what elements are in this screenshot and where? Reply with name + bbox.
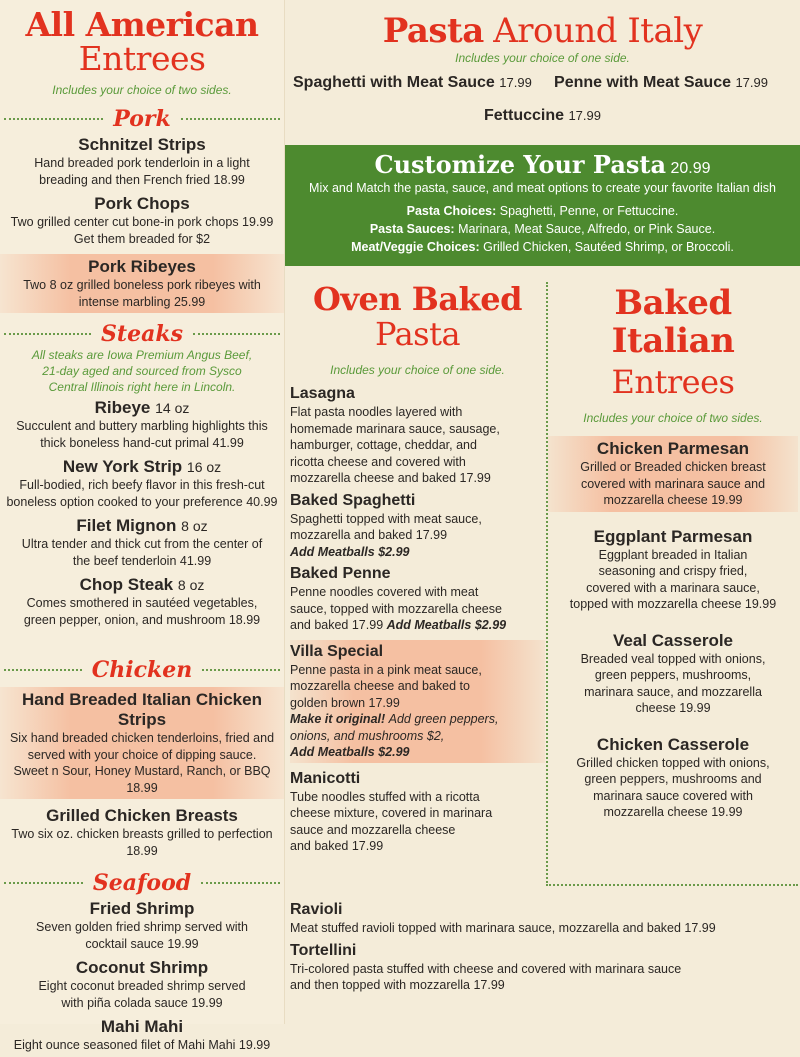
menu-item <box>0 572 284 631</box>
item-name-text: Fried Shrimp <box>89 899 195 918</box>
section-note: Includes your choice of one side. <box>455 51 630 65</box>
divider-dots <box>4 882 83 884</box>
item-name <box>0 575 284 595</box>
section-title: Oven Baked <box>313 280 522 318</box>
item-description: Succulent and buttery marbling highlights this <box>16 419 268 433</box>
pasta-choice <box>285 220 800 238</box>
item-name-text: Tortellini <box>290 941 357 959</box>
item-description <box>290 711 545 728</box>
item-description: and then topped with mozzarella 17.99 <box>290 978 505 992</box>
item-description: sauce, topped with mozzarella cheese <box>290 601 502 616</box>
item-description: Meat stuffed ravioli topped with marinara sauce, mozzarella and baked 17.99 <box>290 921 716 935</box>
item-size: 8 oz <box>177 577 205 593</box>
menu-item <box>0 955 284 1014</box>
item-name-text: Baked Spaghetti <box>290 491 416 509</box>
banner-price: 20.99 <box>670 160 711 177</box>
item-description: thick boneless hand-cut primal 41.99 <box>40 435 244 450</box>
item-description: mozzarella cheese and baked 17.99 <box>290 471 491 485</box>
item-description: boneless option cooked to your preference 40.99 <box>6 494 278 509</box>
section-header-text: Seafood <box>92 870 192 896</box>
item-name-text: Grilled Chicken Breasts <box>46 806 238 825</box>
menu-item <box>0 513 284 572</box>
item-name-text: Manicotti <box>290 769 361 787</box>
pasta-choice <box>285 238 800 256</box>
menu-item <box>548 436 798 512</box>
item-description: Penne pasta in a pink meat sauce, <box>290 662 482 677</box>
item-name-text: Veal Casserole <box>612 630 734 650</box>
item-name <box>0 398 284 418</box>
item-name-text: Lasagna <box>290 385 355 402</box>
item-name-text: Chop Steak <box>79 575 174 594</box>
section-note: Includes your choice of one side. <box>330 363 505 377</box>
pasta-choice <box>285 202 800 220</box>
item-description: seasoning and crispy fried, <box>598 564 748 578</box>
desc-emphasis: Add Meatballs $2.99 <box>386 618 507 632</box>
item-description: mozzarella cheese 19.99 <box>603 805 743 819</box>
menu-item <box>0 803 284 862</box>
item-description: green peppers, mushrooms and <box>584 772 762 786</box>
section-title: Entrees <box>611 363 735 401</box>
item-name <box>290 491 545 511</box>
desc-emphasis: Add Meatballs $2.99 <box>290 544 410 559</box>
item-name <box>290 769 545 789</box>
item-name-text: Eggplant Parmesan <box>593 526 753 546</box>
item-name <box>548 439 798 459</box>
item-name <box>290 642 545 662</box>
item-description: Tube noodles stuffed with a ricotta <box>290 789 480 804</box>
item-name <box>548 631 798 651</box>
section-title: Baked <box>614 283 732 323</box>
item-description: topped with mozzarella cheese 19.99 <box>569 597 777 611</box>
section-header-text: Pork <box>113 106 171 132</box>
menu-item <box>0 1014 284 1057</box>
item-size: 8 oz <box>181 518 208 534</box>
menu-item <box>0 132 284 191</box>
item-name-text: Coconut Shrimp <box>75 958 209 977</box>
item-description <box>290 728 545 745</box>
section-note: Includes your choice of two sides. <box>52 83 232 97</box>
item-description: Get them breaded for $2 <box>73 231 211 246</box>
choice-label: Meat/Veggie Choices: <box>351 240 480 254</box>
item-name-text: Hand Breaded Italian Chicken Strips <box>22 690 262 729</box>
menu-item <box>548 524 798 616</box>
item-name-text: Pork Chops <box>94 194 190 213</box>
item-name-text: Chicken Parmesan <box>596 439 750 458</box>
item-name-text: Mahi Mahi <box>100 1017 184 1036</box>
item-name <box>0 194 284 214</box>
item-description: Two six oz. chicken breasts grilled to perfection 18.99 <box>11 827 273 858</box>
item-description: ricotta cheese and covered with <box>290 454 466 469</box>
menu-item <box>0 454 284 513</box>
divider-dots <box>4 118 103 120</box>
item-description: served with your choice of dipping sauce. <box>27 747 257 762</box>
item-name-text: Filet Mignon <box>76 516 177 535</box>
item-description: Flat pasta noodles layered with <box>290 405 463 419</box>
divider-dots <box>181 118 280 120</box>
item-description: Grilled or Breaded chicken breast <box>580 460 766 474</box>
item-name <box>0 135 284 155</box>
menu-item <box>0 687 284 799</box>
item-name <box>0 516 284 536</box>
customize-pasta-banner <box>285 145 800 266</box>
desc-emphasis: Add Meatballs $2.99 <box>290 745 410 759</box>
section-header <box>0 106 284 132</box>
section-header <box>0 657 284 683</box>
menu-item <box>0 254 284 313</box>
divider-dots <box>4 669 82 671</box>
item-size: 14 oz <box>155 400 190 416</box>
section-note: All steaks are Iowa Premium Angus Beef, <box>31 348 253 362</box>
item-description: Breaded veal topped with onions, <box>580 651 766 666</box>
menu-item <box>0 896 284 955</box>
menu-item <box>290 562 545 636</box>
item-name <box>290 564 545 584</box>
menu-item <box>290 640 545 763</box>
item-name <box>0 257 284 277</box>
section-title: All American <box>25 5 259 44</box>
divider-dots <box>4 333 91 335</box>
item-description: covered with marinara sauce and <box>580 476 766 491</box>
item-description: Ultra tender and thick cut from the center of <box>21 537 263 551</box>
menu-item <box>290 767 545 857</box>
divider-dots <box>201 882 280 884</box>
menu-item: Spaghetti with Meat Sauce 17.99 <box>293 74 532 91</box>
section-note: 21-day aged and sourced from Sysco <box>42 364 242 378</box>
more-pasta <box>285 898 800 996</box>
item-name-text: Ravioli <box>290 901 343 918</box>
item-description: Full-bodied, rich beefy flavor in this fresh-cut <box>19 478 265 492</box>
desc-emphasis: Make it original! <box>290 712 386 726</box>
item-description: mozzarella and baked 17.99 <box>290 528 448 542</box>
item-description: and baked 17.99 <box>290 839 384 853</box>
section-title: Pasta <box>374 315 461 353</box>
item-description: Eggplant breaded in Italian <box>598 547 748 562</box>
item-description: golden brown 17.99 <box>290 695 400 710</box>
item-name <box>0 899 284 919</box>
item-description: Spaghetti topped with meat sauce, <box>290 511 482 526</box>
section-header-text: Chicken <box>91 657 193 683</box>
desc-italic: Add green peppers, <box>388 712 499 726</box>
item-description: Seven golden fried shrimp served with <box>36 920 248 934</box>
item-description: intense marbling 25.99 <box>78 294 206 309</box>
menu-item <box>290 382 545 489</box>
title-part: Around Italy <box>493 11 703 51</box>
menu-item <box>290 898 800 939</box>
item-name-text: New York Strip <box>62 457 183 476</box>
item-name-text: Schnitzel Strips <box>78 135 206 154</box>
item-description: cocktail sauce 19.99 <box>85 936 199 951</box>
item-description: cheese 19.99 <box>635 701 711 715</box>
item-name-text: Pork Ribeyes <box>88 257 196 276</box>
item-name <box>0 958 284 978</box>
item-description: Sweet n Sour, Honey Mustard, Ranch, or BBQ 18.99 <box>13 764 271 795</box>
item-description: covered with a marinara sauce, <box>586 580 760 595</box>
oven-baked-pasta <box>285 282 545 857</box>
item-description: Tri-colored pasta stuffed with cheese and covered with marinara sauce <box>290 961 682 976</box>
menu-item: Fettuccine 17.99 <box>483 107 601 124</box>
section-note: Central Illinois right here in Lincoln. <box>48 380 236 394</box>
item-name <box>0 457 284 477</box>
all-american-entrees <box>0 0 285 1052</box>
section-title <box>285 12 800 50</box>
item-description: with piña colada sauce 19.99 <box>61 995 223 1010</box>
choice-label: Pasta Choices: <box>406 204 497 218</box>
baked-italian-entrees <box>546 282 798 886</box>
item-description: mozzarella cheese and baked to <box>290 679 470 693</box>
item-description: sauce and mozzarella cheese <box>290 822 456 837</box>
item-name <box>0 690 284 730</box>
item-description: Two grilled center cut bone-in pork chops 19.99 <box>10 215 274 229</box>
menu-item <box>548 628 798 720</box>
item-name <box>0 806 284 826</box>
menu-item <box>0 191 284 250</box>
divider-dots <box>202 669 280 671</box>
section-title: Italian <box>611 321 735 361</box>
desc-italic: onions, and mushrooms $2, <box>290 728 445 743</box>
item-description: Comes smothered in sautéed vegetables, <box>26 596 258 610</box>
item-description: marinara sauce, and mozzarella <box>584 684 762 699</box>
menu-item <box>548 732 798 824</box>
item-name-text: Ribeye <box>94 398 151 417</box>
menu-item <box>290 489 545 563</box>
item-size: 16 oz <box>186 459 222 475</box>
item-description <box>290 544 545 561</box>
banner-title: Customize Your Pasta <box>374 150 667 179</box>
item-description: Eight coconut breaded shrimp served <box>38 979 246 993</box>
section-header <box>0 870 284 896</box>
item-description: hamburger, cottage, cheddar, and <box>290 438 477 452</box>
banner-desc: Mix and Match the pasta, sauce, and meat options to create your favorite Italian dish <box>309 181 776 195</box>
item-name-text: Baked Penne <box>290 565 391 582</box>
item-name <box>548 527 798 547</box>
item-description <box>290 617 545 634</box>
choice-label: Pasta Sauces: <box>369 222 455 236</box>
choice-value: Marinara, Meat Sauce, Alfredo, or Pink Sauce. <box>458 222 716 236</box>
item-description: green pepper, onion, and mushroom 18.99 <box>23 612 261 627</box>
item-description: Hand breaded pork tenderloin in a light <box>34 156 250 170</box>
item-description: green peppers, mushrooms, <box>594 668 752 682</box>
item-description <box>290 744 545 761</box>
item-description: Eight ounce seasoned filet of Mahi Mahi 19.99 <box>13 1038 271 1052</box>
item-name <box>548 735 798 755</box>
item-description: mozzarella cheese 19.99 <box>603 493 743 507</box>
section-note: Includes your choice of two sides. <box>583 411 763 425</box>
divider-dots <box>193 333 280 335</box>
item-name <box>0 1017 284 1037</box>
section-title: Entrees <box>78 39 206 78</box>
pasta-around-italy <box>285 0 800 128</box>
title-part: Pasta <box>382 11 484 51</box>
item-name-text: Villa Special <box>290 642 384 660</box>
choice-value: Spaghetti, Penne, or Fettuccine. <box>499 204 679 218</box>
section-header-text: Steaks <box>101 321 183 347</box>
desc-text: and baked 17.99 <box>290 618 384 632</box>
item-description: marinara sauce covered with <box>593 788 753 803</box>
item-description: homemade marinara sauce, sausage, <box>290 421 500 436</box>
item-name <box>290 900 800 920</box>
item-description: the beef tenderloin 41.99 <box>72 553 212 568</box>
item-description: Penne noodles covered with meat <box>290 585 479 599</box>
menu-item <box>290 939 800 996</box>
section-header <box>0 321 284 347</box>
item-description: Grilled chicken topped with onions, <box>576 755 770 770</box>
choice-value: Grilled Chicken, Sautéed Shrimp, or Broccoli. <box>483 240 734 254</box>
item-description: cheese mixture, covered in marinara <box>290 806 493 820</box>
item-description: breading and then French fried 18.99 <box>39 172 245 187</box>
item-name <box>290 384 545 404</box>
item-description: Six hand breaded chicken tenderloins, fried and <box>9 731 275 745</box>
menu-item: Penne with Meat Sauce 17.99 <box>554 74 768 91</box>
item-description: Two 8 oz grilled boneless pork ribeyes with <box>23 278 261 292</box>
item-name-text: Chicken Casserole <box>596 734 750 754</box>
item-name <box>290 941 800 961</box>
menu-item <box>0 395 284 454</box>
